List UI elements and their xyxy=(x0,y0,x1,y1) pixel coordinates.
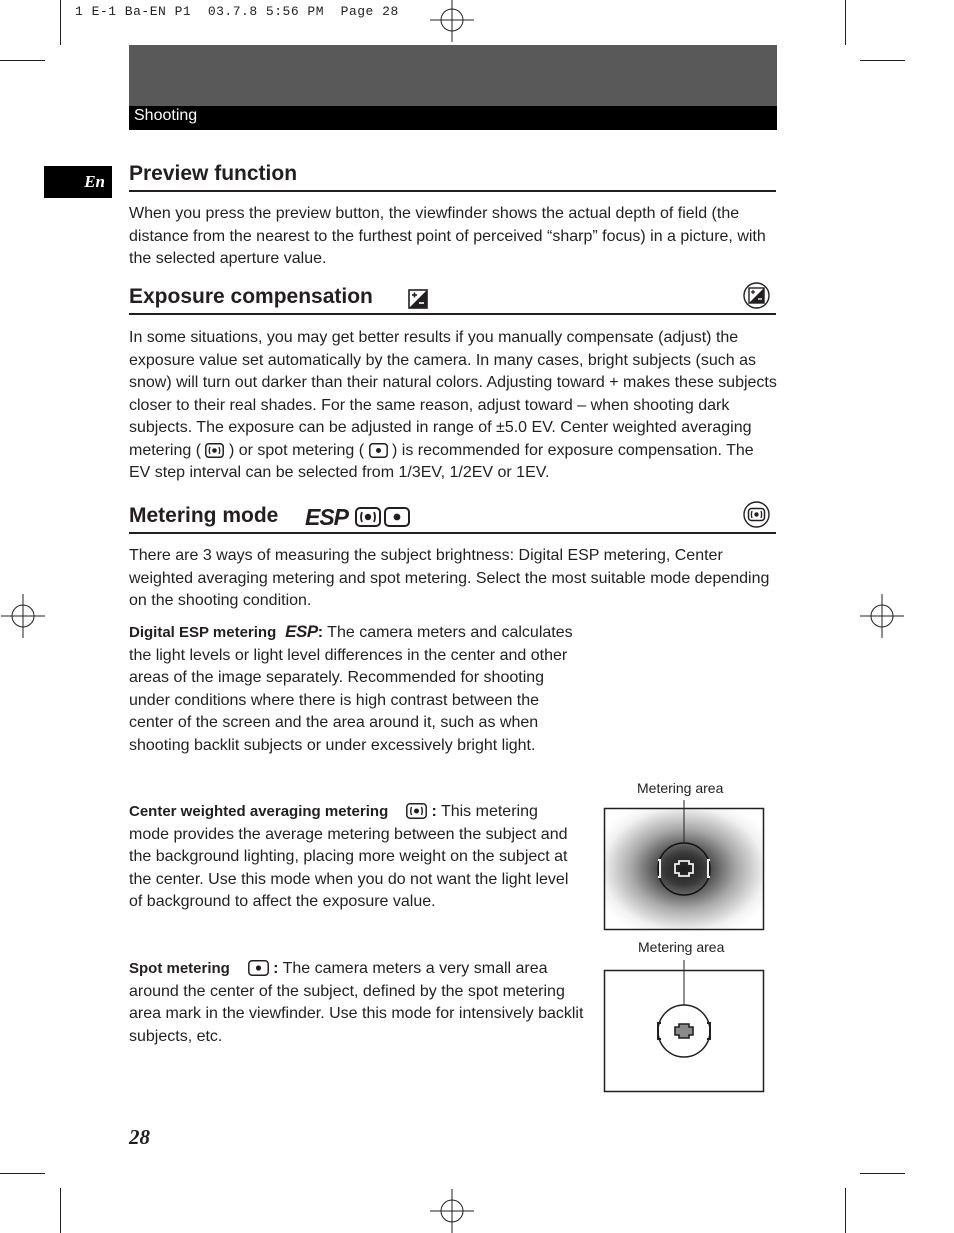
print-slug: 1 E-1 Ba-EN P1 03.7.8 5:56 PM Page 28 xyxy=(75,4,399,19)
metering-heading: Metering mode xyxy=(129,504,279,527)
metering-area-caption: Metering area xyxy=(637,780,724,796)
language-tab: En xyxy=(44,166,112,198)
center-weighted-metering-icon xyxy=(205,443,224,458)
exposure-compensation-icon xyxy=(408,289,428,309)
crop-mark xyxy=(860,60,905,61)
crop-mark xyxy=(845,1188,846,1233)
esp-term: Digital ESP metering xyxy=(129,624,277,641)
spot-colon: : xyxy=(273,960,279,977)
heading-rule xyxy=(129,532,776,534)
exposure-text-part: ) is recommended for exposure compensation. The EV step interval can be selected from 1/3EV, 1/2EV or 1EV. xyxy=(129,441,754,481)
esp-label: ESP xyxy=(305,504,349,530)
spot-paragraph xyxy=(129,958,591,1048)
spot-metering-icon xyxy=(369,443,388,458)
spot-description: The camera meters a very small area around the center of the subject, defined by the spot metering area mark in the viewfinder. Use this mode for intensively backlit subjects, etc. xyxy=(129,960,584,1045)
spot-metering-icon xyxy=(384,507,410,527)
exposure-text-part: In some situations, you may get better results if you manually compensate (adjust) the exposure value set automatically by the camera. In many cases, bright subjects (such as snow) will turn out darker than their natural colors. Adjusting toward + makes these subjects closer to their real shades. For the same reason, adjust toward – when shooting dark subjects. The exposure can be adjusted in range of ±5.0 EV. Center weighted averaging metering ( xyxy=(129,329,777,459)
exposure-heading: Exposure compensation xyxy=(129,285,373,308)
registration-mark-icon xyxy=(1,594,45,638)
exposure-paragraph xyxy=(129,327,777,485)
exposure-compensation-button-icon xyxy=(743,282,770,309)
spot-metering-icon xyxy=(248,960,269,976)
registration-mark-icon xyxy=(860,594,904,638)
crop-mark xyxy=(845,0,846,45)
crop-mark xyxy=(0,1173,45,1174)
center-weighted-term: Center weighted averaging metering xyxy=(129,803,389,820)
metering-button-icon xyxy=(743,501,770,528)
registration-mark-icon xyxy=(430,0,474,42)
registration-mark-icon xyxy=(430,1189,474,1233)
crop-mark xyxy=(60,1188,61,1233)
preview-heading: Preview function xyxy=(129,162,298,185)
heading-rule xyxy=(129,313,776,315)
chapter-header-strip xyxy=(129,106,777,130)
center-weighted-metering-diagram xyxy=(603,800,765,932)
esp-symbol: ESP xyxy=(285,622,318,641)
esp-colon: : xyxy=(317,624,324,641)
metering-intro: There are 3 ways of measuring the subject brightness: Digital ESP metering, Center weighted averaging metering and spot metering. Select the most suitable mode depending on the shooting condition. xyxy=(129,547,770,609)
esp-paragraph xyxy=(129,621,581,757)
crop-mark xyxy=(860,1173,905,1174)
center-weighted-colon: : xyxy=(431,803,437,820)
section-label: Shooting xyxy=(134,107,198,124)
heading-rule xyxy=(129,190,776,192)
center-weighted-metering-icon xyxy=(355,507,381,527)
crop-mark xyxy=(0,60,45,61)
exposure-text-part: ) or spot metering ( xyxy=(228,441,365,459)
preview-paragraph: When you press the preview button, the viewfinder shows the actual depth of field (the distance from the nearest to the furthest point of perceived “sharp” focus) in a picture, with the selected aperture value. xyxy=(129,205,766,267)
spot-term: Spot metering xyxy=(129,960,230,977)
center-weighted-paragraph xyxy=(129,801,574,914)
esp-description: The camera meters and calculates the light levels or light level differences in the center and other areas of the image separately. Recommended for shooting under conditions where there is high contrast between the center of the screen and the area around it, such as when shooting backlit subjects or under excessively bright light. xyxy=(129,624,573,754)
spot-metering-diagram xyxy=(603,960,765,1094)
page-number: 28 xyxy=(129,1125,150,1149)
metering-area-caption: Metering area xyxy=(638,939,725,955)
crop-mark xyxy=(60,0,61,45)
center-weighted-metering-icon xyxy=(406,803,427,819)
center-weighted-description: This metering mode provides the average metering between the subject and the background lighting, placing more weight on the subject at the center. Use this mode when you do not want the light level of background to affect the exposure value. xyxy=(129,803,569,910)
